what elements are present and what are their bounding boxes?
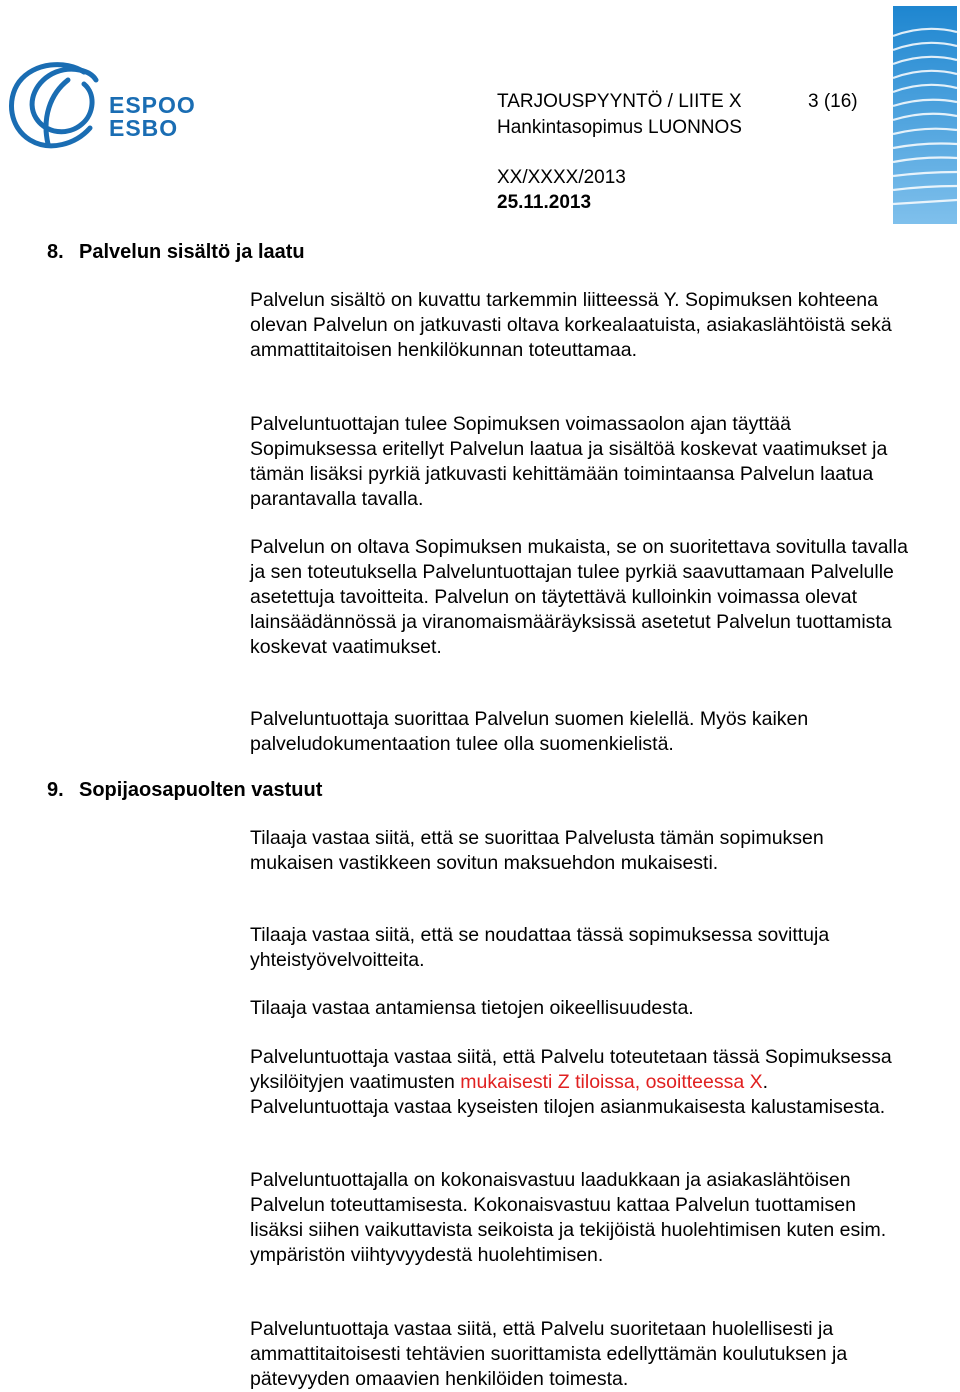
- logo-line-1: ESPOO: [109, 92, 196, 118]
- paragraph: Tilaaja vastaa siitä, että se noudattaa tässä sopimuksessa sovittuja yhteistyövelvoitteita.: [250, 924, 830, 971]
- paragraph: Palvelun sisältö on kuvattu tarkemmin liitteessä Y. Sopimuksen kohteena olevan Palvelun on jatkuvasti oltava korkealaatuista, asiakaslähtöistä sekä ammattitaitoisen henkilökunnan toteuttamaa.: [250, 289, 892, 361]
- paragraph-with-highlight: [250, 1045, 910, 1120]
- text-segment: Palveluntuottaja vastaa siitä, että Palvelu toteutetaan tässä Sopimuksessa yksilöityjen vaatimusten: [250, 1046, 892, 1093]
- logo-line-2: ESBO: [109, 115, 179, 141]
- highlighted-placeholder-text: mukaisesti Z tiloissa, osoitteessa X: [460, 1071, 763, 1093]
- section-number: 9.: [47, 779, 64, 801]
- text-segment: . Palveluntuottaja vastaa kyseisten tilojen asianmukaisesta kalustamisesta.: [250, 1071, 886, 1118]
- paragraph: Tilaaja vastaa antamiensa tietojen oikeellisuudesta.: [250, 997, 694, 1019]
- section-heading-8: [47, 240, 305, 264]
- paragraph: Tilaaja vastaa siitä, että se suorittaa Palvelusta tämän sopimuksen mukaisen vastikkeen sovitun maksuehdon mukaisesti.: [250, 827, 824, 874]
- document-title: TARJOUSPYYNTÖ / LIITE X: [497, 91, 742, 112]
- section-title: Palvelun sisältö ja laatu: [79, 241, 305, 263]
- paragraph: Palveluntuottaja suorittaa Palvelun suomen kielellä. Myös kaiken palveludokumentaation tulee olla suomenkielistä.: [250, 708, 809, 755]
- paragraph: Palvelun on oltava Sopimuksen mukaista, se on suoritettava sovitulla tavalla ja sen toteutuksella Palveluntuottajan tulee pyrkiä saavuttamaan Palvelulle asetettuja tavoitteita. Palvelun on täytettävä kulloinkin voimassa olevat lainsäädännössä ja viranomaismääräyksissä asetetut Palvelun tuottamista koskevat vaatimukset.: [250, 536, 908, 658]
- paragraph: Palveluntuottaja vastaa siitä, että Palvelu suoritetaan huolellisesti ja ammattitaitoisesti tehtävien suorittamista edellyttämän koulutuksen ja pätevyyden omaavien henkilöiden toimesta.: [250, 1318, 848, 1390]
- decorative-stripes-icon: [893, 6, 957, 224]
- paragraph: Palveluntuottajan tulee Sopimuksen voimassaolon ajan täyttää Sopimuksessa eritellyt Palvelun laatua ja sisältöä koskevat vaatimukset ja tämän lisäksi pyrkiä jatkuvasti kehittämään toimintaansa Palvelun laatua parantavalla tavalla.: [250, 413, 888, 510]
- section-number: 8.: [47, 241, 64, 263]
- page-number: 3 (16): [808, 91, 858, 112]
- document-subtitle: Hankintasopimus LUONNOS: [497, 117, 742, 138]
- paragraph: Palveluntuottajalla on kokonaisvastuu laadukkaan ja asiakaslähtöisen Palvelun toteuttamisesta. Kokonaisvastuu kattaa Palvelun tuottamisen lisäksi siihen vaikuttavista seikoista ja tekijöistä huolehtimisen kuten esim. ympäristön viihtyvyydestä huolehtimisen.: [250, 1169, 887, 1266]
- logo-wordmark: [109, 94, 196, 140]
- document-number: XX/XXXX/2013: [497, 167, 626, 188]
- section-title: Sopijaosapuolten vastuut: [79, 779, 323, 801]
- section-heading-9: [47, 778, 322, 802]
- document-date: 25.11.2013: [497, 192, 592, 213]
